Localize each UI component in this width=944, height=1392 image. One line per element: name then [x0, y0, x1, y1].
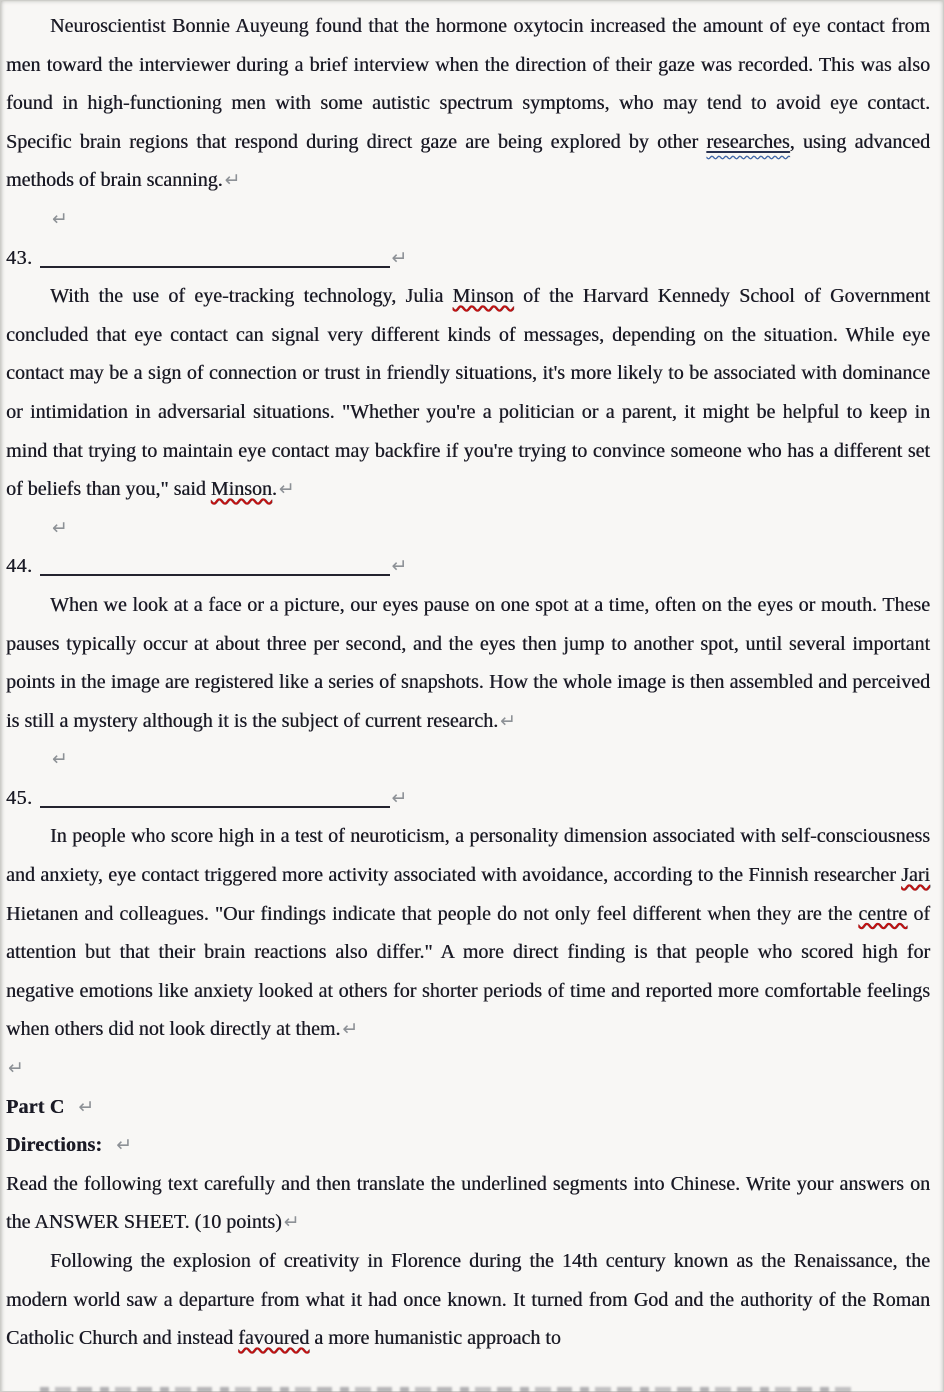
- paragraph-mark-icon: ↵: [52, 748, 68, 771]
- paragraph-mark-icon: ↵: [278, 478, 295, 501]
- paragraph: [6, 586, 930, 740]
- grammar-flagged-text: researches: [706, 130, 790, 153]
- misspelled-word: Jari: [901, 864, 930, 887]
- text-run: of the Harvard Kennedy School of Government concluded that eye contact can signal very different kinds of messages, depending on the situation. While eye contact may be a sign of connection or trust in friendly situations, it's more likely to be associated with dominance or intimidation in adversarial situations. "Whether you're a politician or a parent, it might be helpful to keep in mind that trying to maintain eye contact may backfire if you're trying to convince someone who has a different set of beliefs than you," said: [6, 285, 930, 501]
- question-number: 45.: [6, 786, 33, 809]
- text-run: With the use of eye-tracking technology, Julia: [50, 285, 453, 308]
- question-line: [6, 779, 930, 818]
- text-run: Read the following text carefully and then translate the underlined segments into Chinese. Write your answers on the ANSWER SHEET. (10 points): [6, 1172, 930, 1234]
- question-line: [6, 239, 930, 278]
- text-run: In people who score high in a test of neuroticism, a personality dimension associated with self-consciousness and anxiety, eye contact triggered more activity associated with avoidance, according to the Finnish researcher: [6, 825, 930, 887]
- text-run: When we look at a face or a picture, our eyes pause on one spot at a time, often on the eyes or mouth. These pauses typically occur at about three per second, and the eyes then jump to another spot, until several important points in the image are registered like a series of snapshots. How the whole image is then assembled and perceived is still a mystery although it is the subject of current research.: [6, 593, 930, 732]
- paragraph: [6, 7, 930, 200]
- paragraph-mark-icon: ↵: [52, 516, 68, 539]
- question-number: 44.: [6, 555, 33, 578]
- paragraph-mark-icon: ↵: [500, 709, 517, 732]
- misspelled-word: Minson: [452, 285, 514, 308]
- clipped-next-line-artifact: [40, 1387, 854, 1392]
- paragraph: [6, 1165, 930, 1242]
- paragraph: [6, 277, 930, 509]
- answer-blank-line: [40, 246, 390, 268]
- empty-line: [6, 509, 930, 548]
- empty-line: [6, 1049, 930, 1088]
- question-line: [6, 547, 930, 586]
- text-run: Hietanen and colleagues. "Our findings indicate that people do not only feel different when they are the: [6, 902, 859, 925]
- text-run: , using advanced methods of brain scanning.: [6, 130, 930, 192]
- paragraph-mark-icon: ↵: [78, 1095, 95, 1118]
- empty-line: [6, 740, 930, 779]
- paragraph-mark-icon: ↵: [391, 246, 408, 269]
- empty-line: [6, 200, 930, 239]
- paragraph-mark-icon: ↵: [391, 555, 408, 578]
- text-run: of attention but that their brain reactions also differ." A more direct finding is that people who scored high for negative emotions like anxiety looked at others for shorter periods of time and reported more comfortable feelings when others did not look directly at them.: [6, 902, 930, 1041]
- paragraph: [6, 1242, 930, 1358]
- paragraph-mark-icon: ↵: [391, 786, 408, 809]
- heading-text: Directions:: [6, 1134, 103, 1157]
- misspelled-word: favoured: [238, 1327, 310, 1350]
- text-run: Neuroscientist Bonnie Auyeung found that the hormone oxytocin increased the amount of eye contact from men toward the interviewer during a brief interview when the direction of their gaze was recorded. This was also found in high-functioning men with some autistic spectrum symptoms, who may tend to avoid eye contact. Specific brain regions that respond during direct gaze are being explored by other: [6, 15, 930, 153]
- section-heading: [6, 1088, 930, 1127]
- heading-text: Part C: [6, 1095, 65, 1118]
- answer-blank-line: [40, 786, 390, 808]
- answer-blank-line: [40, 554, 390, 576]
- text-run: Following the explosion of creativity in Florence during the 14th century known as the Renaissance, the modern world saw a departure from what it had once known. It turned from God and the authority of the Roman Catholic Church and instead: [6, 1250, 930, 1350]
- paragraph-mark-icon: ↵: [52, 207, 68, 230]
- underlined-word: [706, 131, 789, 153]
- paragraph-mark-icon: ↵: [342, 1018, 359, 1041]
- misspelled-word: Minson: [210, 478, 272, 501]
- text-run: a more humanistic approach to: [309, 1327, 561, 1350]
- paragraph-mark-icon: ↵: [8, 1057, 24, 1080]
- paragraph-mark-icon: ↵: [116, 1134, 133, 1157]
- section-heading: [6, 1126, 930, 1165]
- question-number: 43.: [6, 246, 33, 269]
- misspelled-word: centre: [858, 902, 908, 925]
- text-run: .: [271, 478, 277, 501]
- paragraph-mark-icon: ↵: [224, 169, 241, 192]
- paragraph-mark-icon: ↵: [283, 1211, 300, 1234]
- paragraph: [6, 817, 930, 1049]
